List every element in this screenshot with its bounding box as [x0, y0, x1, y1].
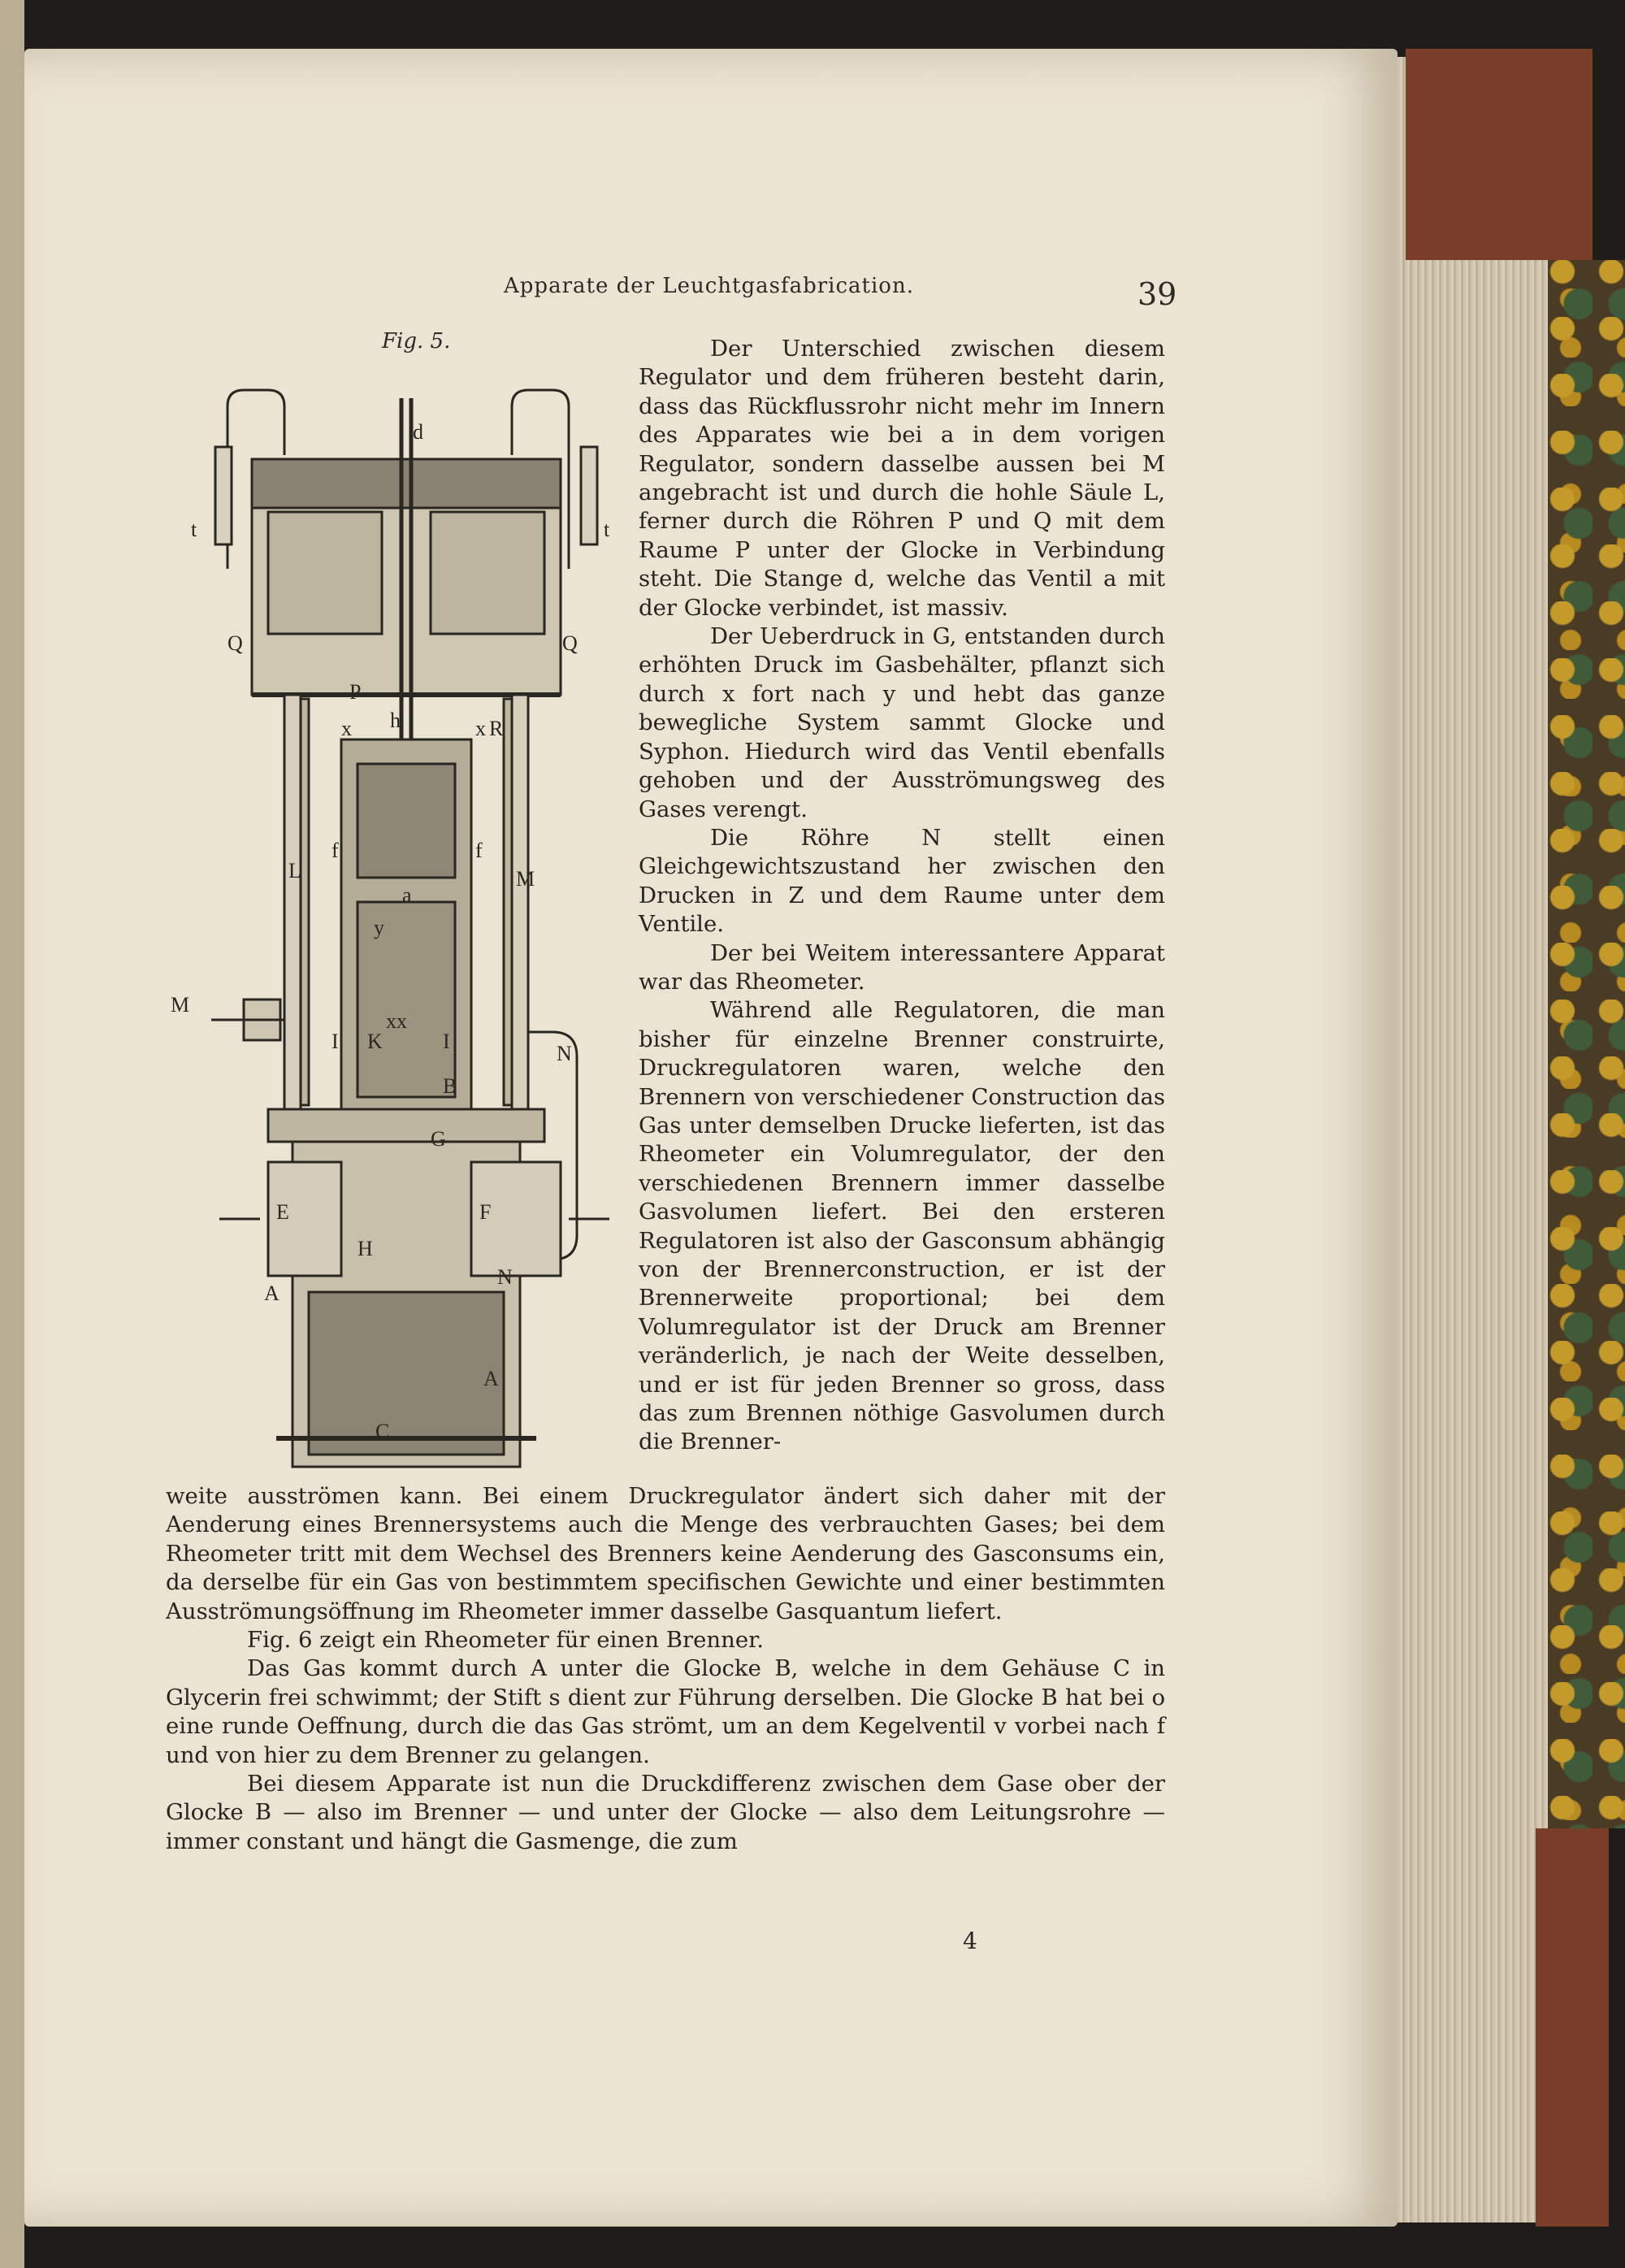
label-h: h: [390, 709, 401, 732]
regulator-figure: [171, 382, 618, 1455]
label-x-right: x: [475, 717, 486, 740]
figure-caption: Fig. 5.: [382, 329, 451, 353]
label-Q-left: Q: [228, 631, 243, 655]
paragraph: Der Unterschied zwischen diesem Regulator und dem früheren besteht darin, dass das Rückflussrohr nicht mehr im Innern des Apparates wie bei a in dem vorigen Regulator, sondern dasselbe aussen bei M angebracht ist und durch die hohle Säule L, ferner durch die Röhren P und Q mit dem Raume P unter der Glocke in Verbindung steht. Die Stange d, welche das Ventil a mit der Glocke verbindet, ist massiv.: [639, 336, 1165, 621]
paragraph: Bei diesem Apparate ist nun die Druckdifferenz zwischen dem Gase ober der Glocke B — also im Brenner — und unter der Glocke — also dem Leitungsrohre — immer constant und hängt die Gasmenge, die zum: [166, 1771, 1165, 1854]
paragraph: Die Röhre N stellt einen Gleichgewichtszustand her zwischen den Drucken in Z und dem Raume unter dem Ventile.: [639, 824, 1165, 938]
page-edges: [1385, 57, 1556, 2222]
label-M-left: M: [171, 993, 190, 1017]
label-A-left: A: [264, 1281, 280, 1305]
label-H: H: [358, 1237, 373, 1260]
right-column-text: [639, 335, 1165, 1457]
label-F: F: [479, 1200, 492, 1224]
label-E: E: [276, 1200, 289, 1224]
label-B: B: [443, 1074, 457, 1098]
label-C: C: [375, 1420, 390, 1443]
label-a: a: [402, 883, 412, 907]
label-N-top: N: [557, 1042, 572, 1065]
label-t-left: t: [191, 518, 197, 541]
label-A-right: A: [483, 1367, 499, 1390]
label-I-left: I: [332, 1030, 339, 1053]
label-R: R: [489, 717, 504, 740]
label-xx: xx: [386, 1009, 407, 1033]
label-f-left: f: [332, 839, 339, 862]
paragraph: Das Gas kommt durch A unter die Glocke B, welche in dem Gehäuse C in Glycerin frei schwimmt; der Stift s dient zur Führung derselben. Die Glocke B hat bei o eine runde Oeffnung, durch die das Gas strömt, um an dem Kegelventil v vorbei nach f und von hier zu dem Brenner zu gelangen.: [166, 1655, 1165, 1768]
label-G: G: [431, 1127, 446, 1151]
label-x-left: x: [341, 717, 352, 740]
scan-left-edge: [0, 0, 24, 2268]
paragraph: Der bei Weitem interessantere Apparat war das Rheometer.: [639, 939, 1165, 995]
label-M-right: M: [516, 867, 535, 891]
label-K: K: [367, 1030, 383, 1053]
paragraph: weite ausströmen kann. Bei einem Druckregulator ändert sich daher mit der Aenderung eines Brennersystems auch die Menge des verbrauchten Gases; bei dem Rheometer tritt mit dem Wechsel des Brenners keine Aenderung des Gasconsums ein, da derselbe für ein Gas von bestimmtem specifischen Gewichte und einer bestimmten Ausströmungsöffnung im Rheometer immer dasselbe Gasquantum liefert.: [166, 1483, 1165, 1624]
marbled-edge: [1548, 260, 1625, 1828]
paragraph: Fig. 6 zeigt ein Rheometer für einen Brenner.: [247, 1627, 764, 1654]
label-y: y: [374, 916, 384, 939]
page-number: 39: [1138, 276, 1177, 312]
paragraph: Während alle Regulatoren, die man bisher für einzelne Brenner construirte, Druckregulatoren waren, welche den Brennern von verschiedener Construction das Gas unter demselben Drucke lieferten, ist das Rheometer ein Volumregulator, der den verschiedenen Brennern immer dasselbe Gasvolumen liefert. Bei den ersteren Regulatoren ist also der Gasconsum abhängig von der Brennerconstruction, er ist der Brennerweite proportional; bei dem Volumregulator ist der Druck am Brenner veränderlich, je nach der Weite desselben, und er ist für jeden Brenner so gross, dass das zum Brennen nöthige Gasvolumen durch die Brenner-: [639, 997, 1165, 1455]
book-binding-bottom: [1536, 1828, 1609, 2227]
paragraph: Der Ueberdruck in G, entstanden durch erhöhten Druck im Gasbehälter, pflanzt sich durch x fort nach y und hebt das ganze bewegliche System sammt Glocke und Syphon. Hiedurch wird das Ventil ebenfalls gehoben und der Ausströmungsweg des Gases verengt.: [639, 623, 1165, 822]
full-width-text: [166, 1482, 1165, 1856]
label-Q-right: Q: [562, 631, 578, 655]
label-I-right: I: [443, 1030, 450, 1053]
label-d: d: [413, 420, 423, 444]
label-f-right: f: [475, 839, 483, 862]
label-N-bottom: N: [497, 1265, 513, 1289]
label-P: P: [349, 680, 362, 704]
label-t-right: t: [604, 518, 610, 541]
running-title: Apparate der Leuchtgasfabrication.: [504, 274, 914, 298]
label-L: L: [288, 859, 301, 882]
book-binding-top: [1406, 49, 1592, 260]
signature-mark: 4: [963, 1928, 977, 1954]
